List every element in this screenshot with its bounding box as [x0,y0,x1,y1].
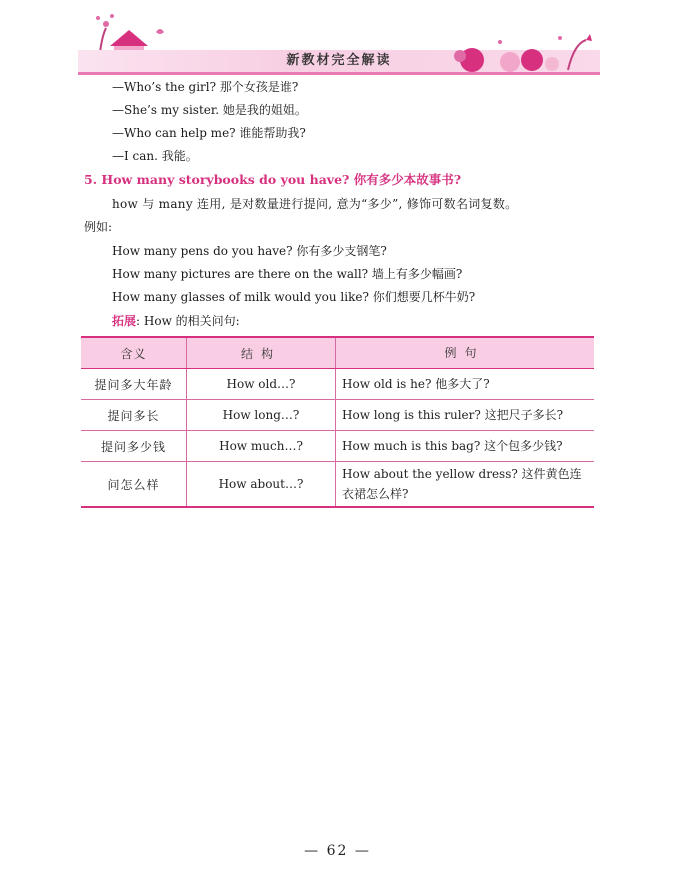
column-header-meaning: 含义 [81,337,187,369]
table-row [81,369,594,400]
dialogue-line: —Who can help me? 谁能帮助我? [112,126,306,140]
table-row [81,431,594,462]
example-cell-line: 衣裙怎么样? [342,487,409,501]
column-header-example: 例句 [336,337,595,369]
meaning-cell: 提问多大年龄 [81,369,187,400]
example-sentence: How many glasses of milk would you like? 你们想要几杯牛奶? [112,290,476,304]
dialogue-line: —I can. 我能。 [112,149,198,163]
example-cell: How old is he? 他多大了? [336,369,595,400]
structure-cell: How long…? [187,400,336,431]
structure-cell: How old…? [187,369,336,400]
example-cell [336,462,595,508]
expand-label: 拓展 [112,314,137,328]
table-header-row [81,337,594,369]
example-cell: How much is this bag? 这个包多少钱? [336,431,595,462]
flower-decoration-icon [440,30,600,74]
example-sentence: How many pens do you have? 你有多少支钢笔? [112,244,387,258]
example-sentence: How many pictures are there on the wall? 墙上有多少幅画? [112,267,463,281]
explanation-text: how 与 many 连用, 是对数量进行提问, 意为“多少”, 修饰可数名词复数。 [112,197,518,211]
table-row [81,400,594,431]
section-heading: 5. How many storybooks do you have? 你有多少本故事书? [84,172,462,187]
meaning-cell: 提问多少钱 [81,431,187,462]
meaning-cell: 提问多长 [81,400,187,431]
structure-cell: How about…? [187,462,336,508]
how-questions-table [81,336,594,508]
expand-note [112,313,240,329]
dialogue-line: —She’s my sister. 她是我的姐姐。 [112,103,307,117]
example-label: 例如: [84,220,113,234]
meaning-cell: 问怎么样 [81,462,187,508]
header-title: 新教材完全解读 [286,53,392,68]
column-header-structure: 结构 [187,337,336,369]
dialogue-line: —Who’s the girl? 那个女孩是谁? [112,80,299,94]
example-cell-line: How about the yellow dress? 这件黄色连 [342,467,582,481]
structure-cell: How much…? [187,431,336,462]
table-row [81,462,594,508]
expand-text: : How 的相关问句: [136,314,240,328]
page-header [78,10,600,76]
page-number: — 62 — [304,843,371,859]
example-cell: How long is this ruler? 这把尺子多长? [336,400,595,431]
